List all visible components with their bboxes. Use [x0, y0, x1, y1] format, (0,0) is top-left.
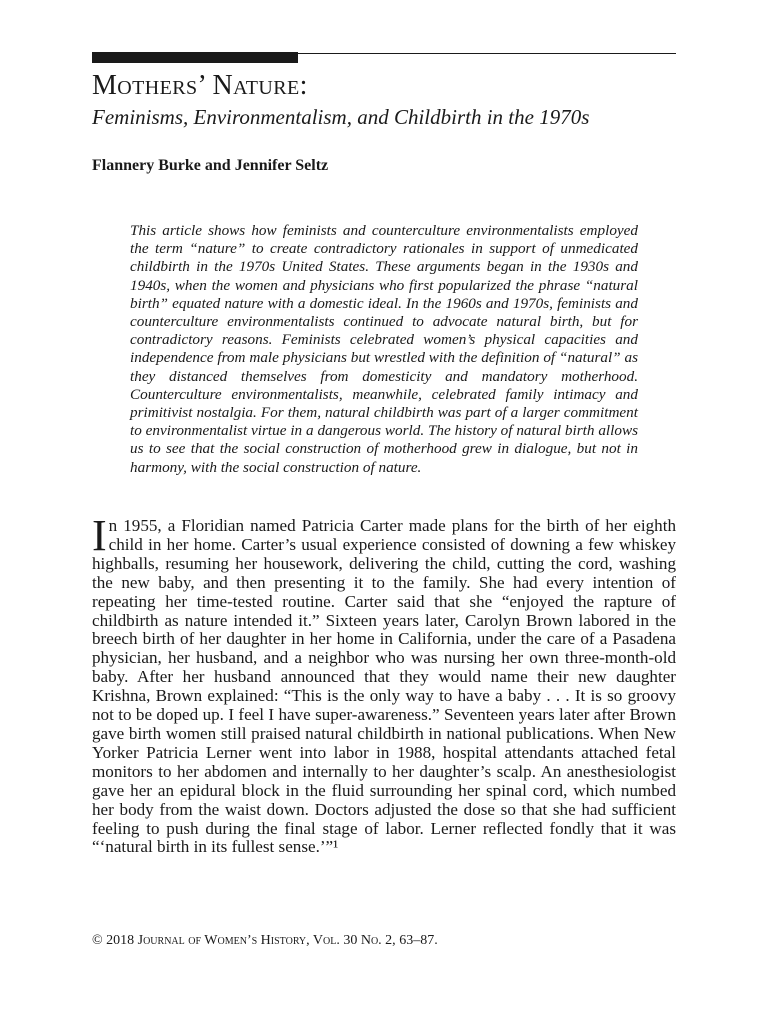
header-accent-bar — [92, 52, 298, 63]
article-abstract: This article shows how feminists and counterculture environmentalists employed the term “nature” to create contradictory rationales in support of unmedicated childbirth in the 1970s United States. These arguments began in the 1930s and 1940s, when the women and physicians who first popularized the phrase “natural birth” equated nature with a domestic ideal. In the 1960s and 1970s, feminists and counterculture environmentalists continued to advocate natural birth, but for contradictory reasons. Feminists celebrated women’s physical capacities and independence from male physicians but wrestled with the definition of “natural” as they distanced themselves from domesticity and mandatory motherhood. Counterculture environmentalists, meanwhile, celebrated family intimacy and primitivist nostalgia. For them, natural childbirth was part of a larger commitment to environmentalist virtue in a dangerous world. The history of natural birth allows us to see that the social construction of motherhood grew in dialogue, but not in harmony, with the social construction of nature. — [130, 222, 638, 476]
footer-journal: Journal of Women’s History, Vol. 30 No. 2, — [137, 933, 396, 948]
body-paragraph — [92, 511, 676, 857]
citation-footer — [92, 932, 676, 950]
article-authors: Flannery Burke and Jennifer Seltz — [92, 157, 329, 174]
footer-copyright: © 2018 — [92, 933, 135, 948]
article-title: Mothers’ Nature: — [92, 70, 308, 101]
drop-cap: I — [92, 511, 107, 560]
body-paragraph-text: n 1955, a Floridian named Patricia Carter made plans for the birth of her eighth child in her home. Carter’s usual experience consisted of downing a few whiskey highballs, resuming her housework, delivering the child, cutting the cord, washing the new baby, and then presenting it to the family. She had every intention of repeating her time-tested routine. Carter said that she “enjoyed the rapture of childbirth as nature intended it.” Sixteen years later, Carolyn Brown labored in the breech birth of her daughter in her home in California, under the care of a Pasadena physician, her husband, and a neighbor who was nursing her own three-month-old baby. After her husband announced that they would name their new daughter Krishna, Brown explained: “This is the only way to have a baby . . . It is so groovy not to be doped up. I feel I have super-awareness.” Seventeen years later after Brown gave birth women still praised natural childbirth in national publications. When New Yorker Patricia Lerner went into labor in 1988, hospital attendants attached fetal monitors to her abdomen and internally to her daughter’s scalp. An anesthesiologist gave her an epidural block in the fluid surrounding her spinal cord, which numbed her body from the waist down. Doctors adjusted the dose so that she had sufficient feeling to push during the final stage of labor. Lerner reflected fondly that it was “‘natural birth in its fullest sense.’”¹ — [92, 516, 676, 857]
footer-pages: 63–87. — [399, 933, 438, 948]
article-subtitle: Feminisms, Environmentalism, and Childbirth in the 1970s — [92, 105, 590, 129]
